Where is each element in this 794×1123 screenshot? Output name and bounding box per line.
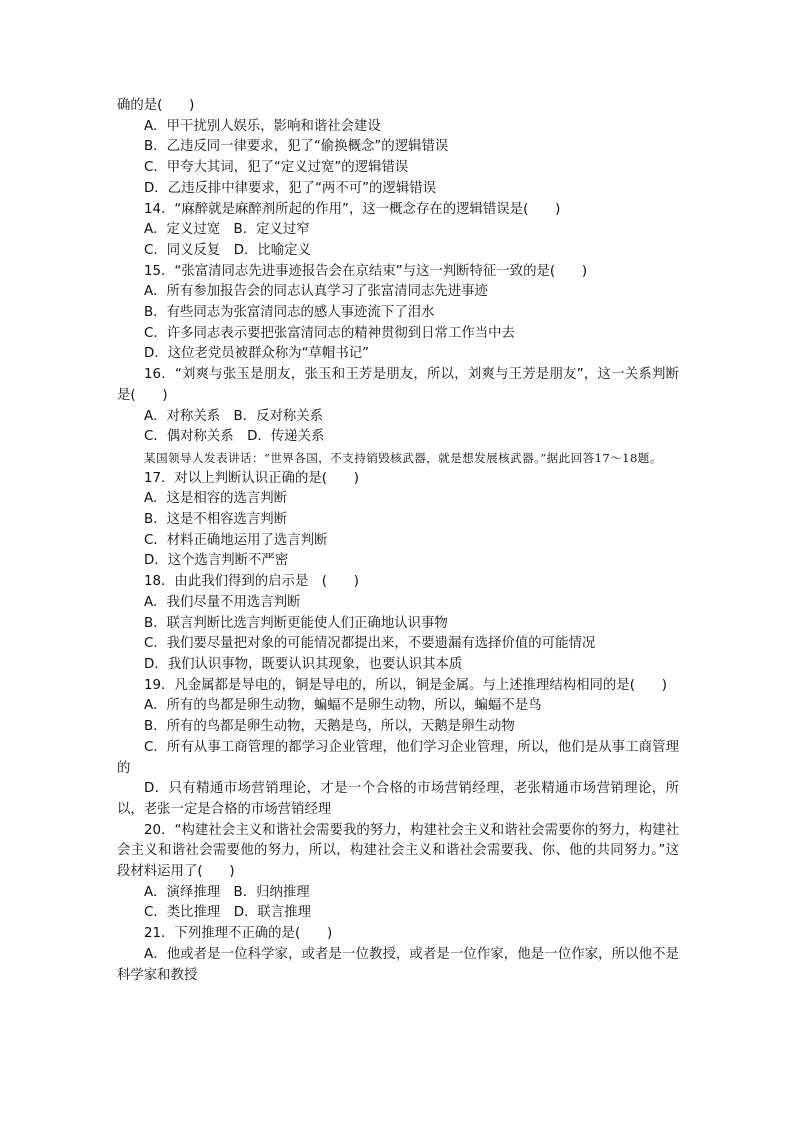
q15-option-a: A．所有参加报告会的同志认真学习了张富清同志先进事迹 — [144, 284, 488, 300]
q15-option-b: B．有些同志为张富清同志的感人事迹流下了泪水 — [144, 305, 435, 321]
q21-option-a: A．他或者是一位科学家，或者是一位教授，或者是一位作家，他是一位作家，所以他不是科学家和教授 — [117, 946, 679, 983]
q18-option-b: B．联言判断比选言判断更能使人们正确地认识事物 — [144, 615, 448, 631]
q17-option-c: C．材料正确地运用了选言判断 — [144, 532, 328, 548]
q14-stem: 14．“麻醉就是麻醉剂所起的作用”，这一概念存在的逻辑错误是( ) — [144, 201, 561, 217]
q19-option-b: B．所有的鸟都是卵生动物，天鹅是鸟，所以，天鹅是卵生动物 — [144, 719, 515, 735]
q19-stem: 19．凡金属都是导电的，铜是导电的，所以，铜是金属。与上述推理结构相同的是( ) — [144, 677, 667, 693]
q13-option-b: B．乙违反同一律要求，犯了“偷换概念”的逻辑错误 — [144, 139, 449, 155]
q15-stem: 15．“张富清同志先进事迹报告会在京结束”与这一判断特征一致的是( ) — [144, 263, 588, 279]
document-page — [117, 96, 679, 986]
q17-stem: 17．对以上判断认识正确的是( ) — [144, 470, 359, 486]
q17-option-b: B．这是不相容选言判断 — [144, 512, 288, 528]
q16-options-cd: C．偶对称关系 D．传递关系 — [144, 429, 325, 445]
q14-options-ab: A．定义过宽 B．定义过窄 — [144, 222, 310, 238]
material-passage: 某国领导人发表讲话：“世界各国，不支持销毁核武器，就是想发展核武器。”据此回答17～18题。 — [144, 450, 662, 465]
q21-stem: 21．下列推理不正确的是( ) — [144, 926, 333, 942]
q15-option-c: C．许多同志表示要把张富清同志的精神贯彻到日常工作当中去 — [144, 325, 515, 341]
q19-option-a: A．所有的鸟都是卵生动物，蝙蝠不是卵生动物，所以，蝙蝠不是鸟 — [144, 698, 542, 714]
q18-option-c: C．我们要尽量把对象的可能情况都提出来，不要遗漏有选择价值的可能情况 — [144, 636, 596, 652]
q13-option-c: C．甲夸大其词，犯了“定义过宽”的逻辑错误 — [144, 160, 409, 176]
q20-options-cd: C．类比推理 D．联言推理 — [144, 905, 311, 921]
q17-option-a: A．这是相容的选言判断 — [144, 491, 288, 507]
q14-options-cd: C．同义反复 D．比喻定义 — [144, 242, 311, 258]
q16-stem: 16．“刘爽与张玉是朋友，张玉和王芳是朋友，所以，刘爽与王芳是朋友”，这一关系判断是( ) — [117, 367, 679, 403]
q18-option-d: D．我们认识事物，既要认识其现象，也要认识其本质 — [144, 656, 463, 672]
q20-options-ab: A．演绎推理 B．归纳推理 — [144, 884, 310, 900]
q18-option-a: A．我们尽量不用选言判断 — [144, 594, 301, 610]
q19-option-d: D．只有精通市场营销理论，才是一个合格的市场营销经理，老张精通市场营销理论，所以，老张一定是合格的市场营销经理 — [117, 781, 679, 817]
q13-option-d: D．乙违反排中律要求，犯了“两不可”的逻辑错误 — [144, 180, 436, 196]
q18-stem: 18．由此我们得到的启示是 ( ) — [144, 574, 359, 590]
q16-options-ab: A．对称关系 B．反对称关系 — [144, 408, 324, 424]
q15-option-d: D．这位老党员被群众称为“草帽书记” — [144, 346, 370, 362]
q17-option-d: D．这个选言判断不严密 — [144, 553, 289, 569]
q13-stem-tail: 确的是( ) — [117, 98, 195, 113]
q19-option-c: C．所有从事工商管理的都学习企业管理，他们学习企业管理，所以，他们是从事工商管理的 — [117, 739, 679, 776]
q13-option-a: A．甲干扰别人娱乐，影响和谐社会建设 — [144, 118, 381, 134]
q20-stem: 20．“构建社会主义和谐社会需要我的努力，构建社会主义和谐社会需要你的努力，构建社会主义和谐社会需要他的努力，所以，构建社会主义和谐社会需要我、你、他的共同努力。”这段材料运用了( ) — [117, 822, 679, 880]
